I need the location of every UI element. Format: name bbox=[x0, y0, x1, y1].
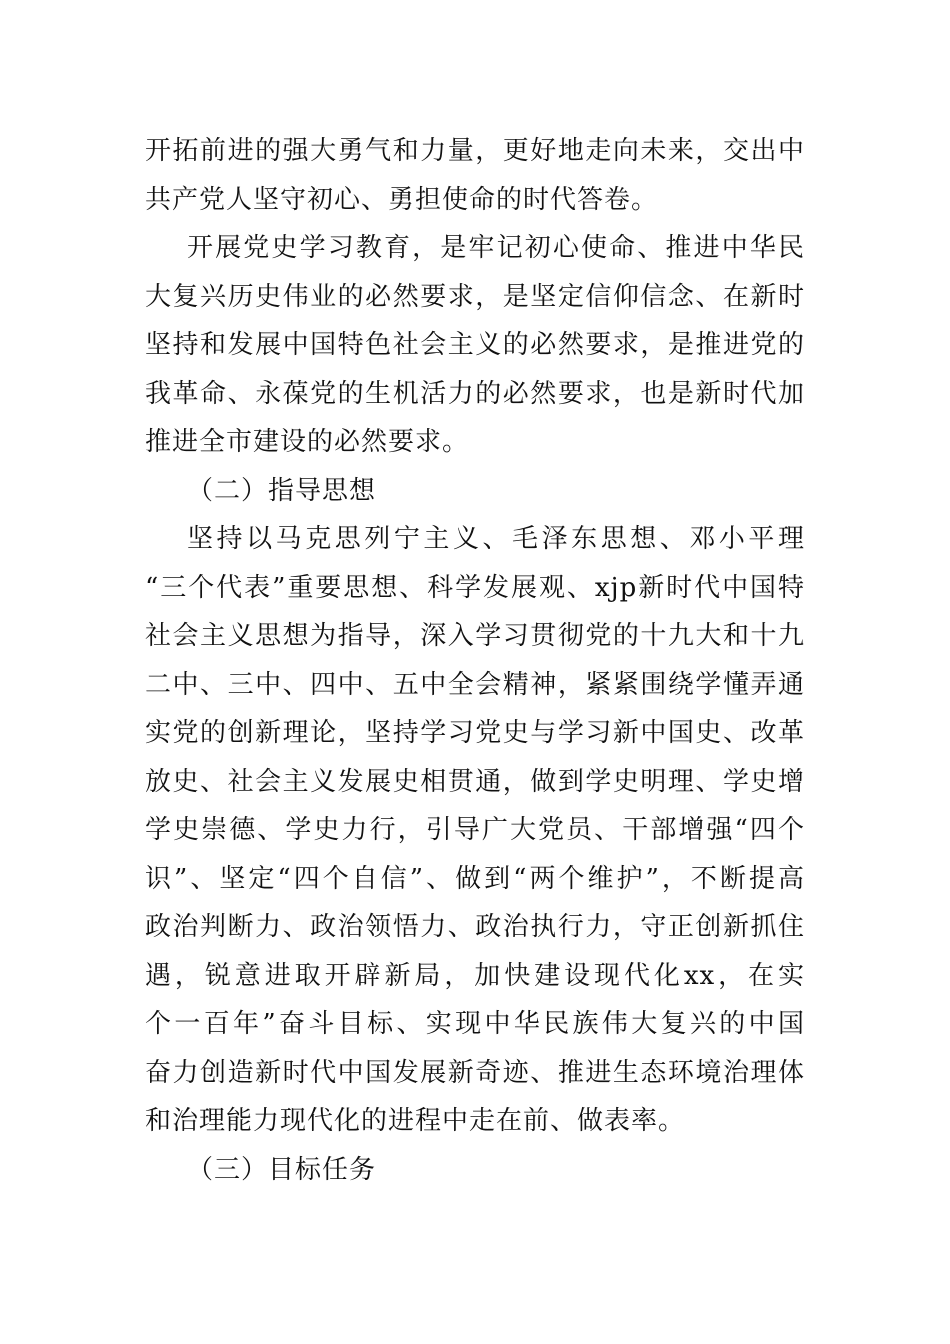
paragraph-3-line-9: 政治判断力、政治领悟力、政治执行力，守正创新抓住 bbox=[145, 912, 805, 942]
paragraph-3-line-10: 遇，锐意进取开辟新局，加快建设现代化xx，在实 bbox=[145, 960, 805, 991]
paragraph-3-line-8: 识”、坚定“四个自信”、做到“两个维护”，不断提高 bbox=[145, 863, 805, 894]
document-body bbox=[145, 127, 805, 1194]
paragraph-3-line-7: 学史崇德、学史力行，引导广大党员、干部增强“四个 bbox=[145, 815, 805, 845]
section-heading-guiding-thought: （二）指导思想 bbox=[187, 475, 377, 506]
paragraph-3-line-3: 社会主义思想为指导，深入学习贯彻党的十九大和十九 bbox=[145, 621, 805, 651]
paragraph-1-line-1: 开拓前进的强大勇气和力量，更好地走向未来，交出中 bbox=[145, 136, 805, 166]
paragraph-3-line-5: 实党的创新理论，坚持学习党史与学习新中国史、改革 bbox=[145, 718, 805, 748]
paragraph-3-line-13: 和治理能力现代化的进程中走在前、做表率。 bbox=[145, 1106, 686, 1136]
paragraph-3-line-12: 奋力创造新时代中国发展新奇迹、推进生态环境治理体 bbox=[145, 1057, 805, 1088]
paragraph-3-line-6: 放史、社会主义发展史相贯通，做到学史明理、学史增 bbox=[145, 766, 805, 797]
paragraph-2-line-4: 我革命、永葆党的生机活力的必然要求，也是新时代加 bbox=[145, 378, 805, 409]
section-heading-goals-tasks: （三）目标任务 bbox=[187, 1154, 377, 1185]
paragraph-3-line-11: 个一百年”奋斗目标、实现中华民族伟大复兴的中国 bbox=[145, 1009, 805, 1039]
paragraph-2-line-2: 大复兴历史伟业的必然要求，是坚定信仰信念、在新时 bbox=[145, 281, 805, 312]
paragraph-2-line-1: 开展党史学习教育，是牢记初心使命、推进中华民 bbox=[187, 233, 805, 263]
paragraph-1-line-2: 共产党人坚守初心、勇担使命的时代答卷。 bbox=[145, 184, 659, 215]
paragraph-2-line-3: 坚持和发展中国特色社会主义的必然要求，是推进党的 bbox=[145, 330, 805, 360]
paragraph-3-line-1: 坚持以马克思列宁主义、毛泽东思想、邓小平理 bbox=[187, 524, 805, 554]
paragraph-3-line-2: “三个代表”重要思想、科学发展观、xjp新时代中国特 bbox=[145, 572, 805, 603]
paragraph-3-line-4: 二中、三中、四中、五中全会精神，紧紧围绕学懂弄通 bbox=[145, 669, 805, 700]
paragraph-2-line-5: 推进全市建设的必然要求。 bbox=[145, 427, 470, 457]
